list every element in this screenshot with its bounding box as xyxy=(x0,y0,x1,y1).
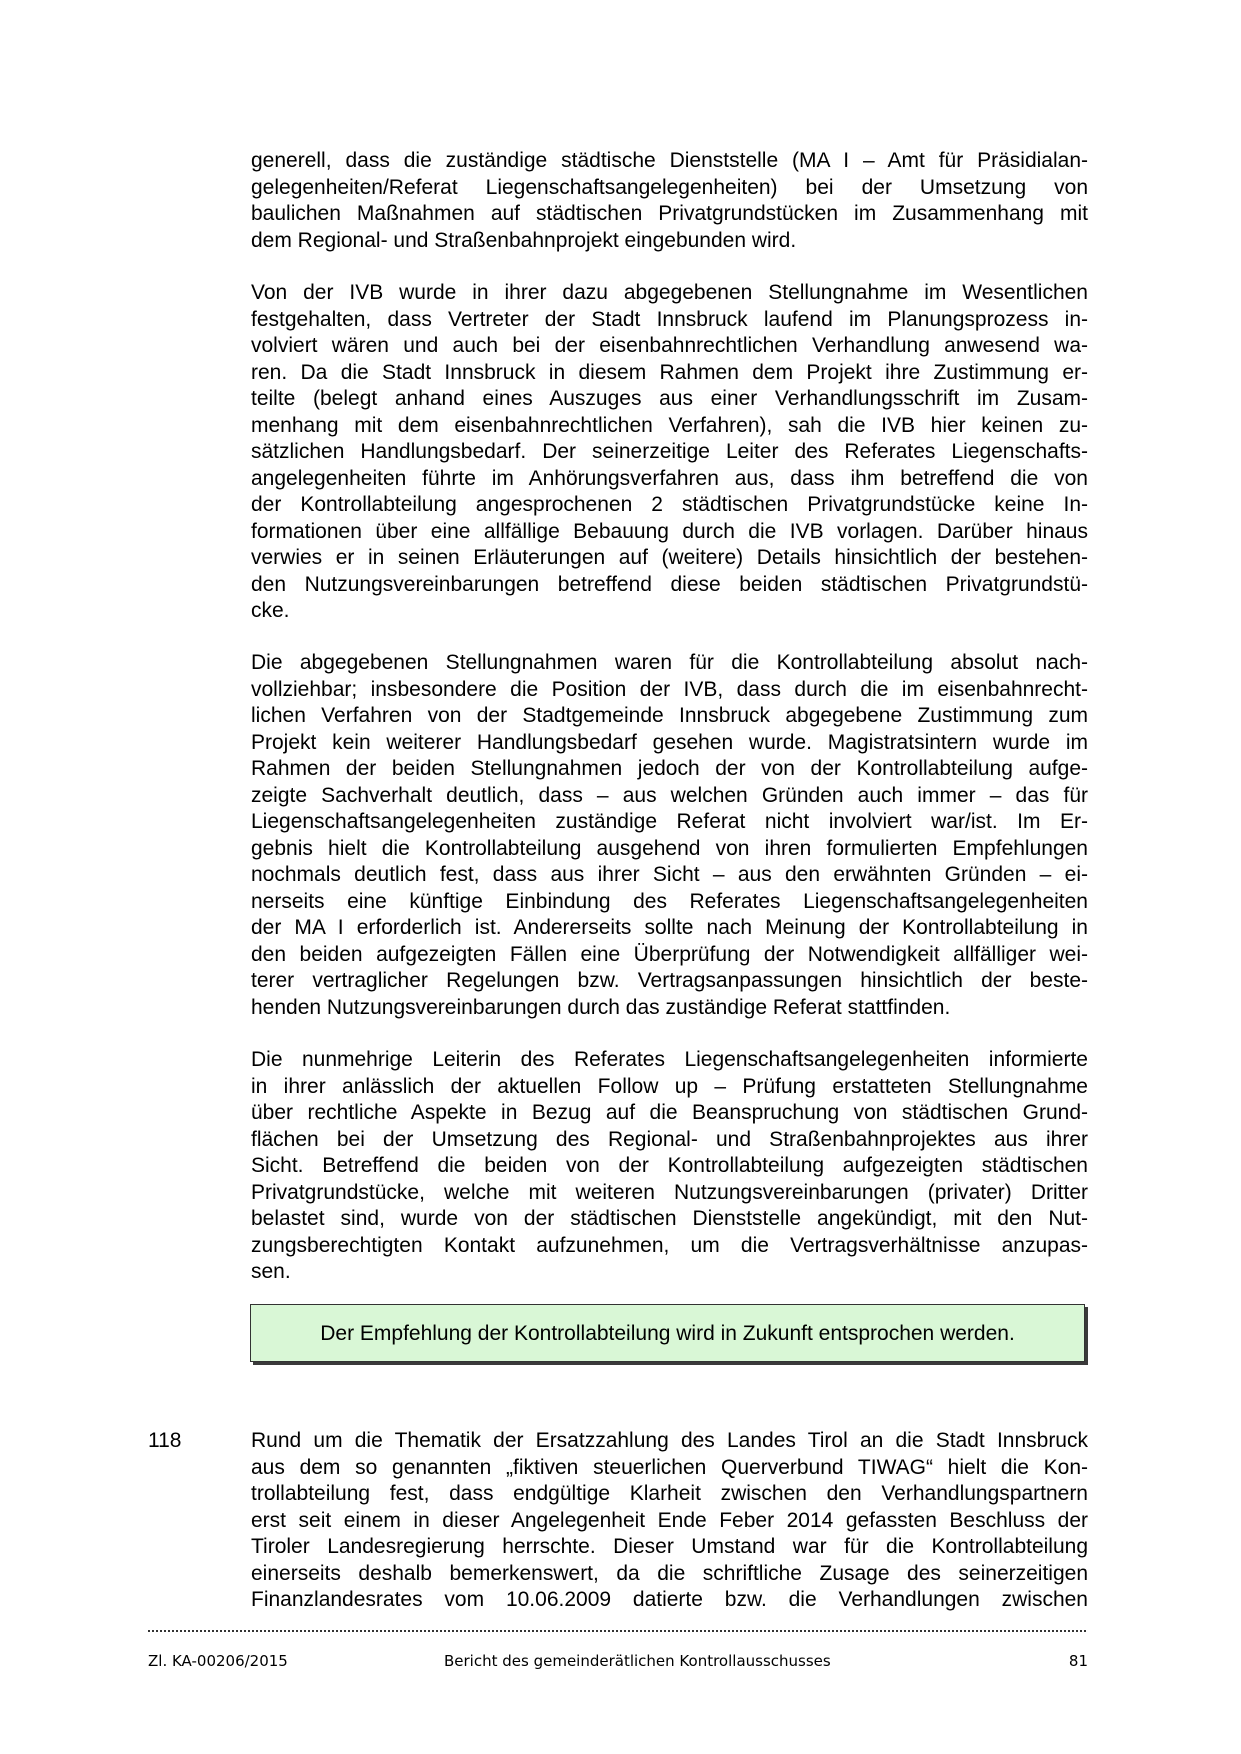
text-line: der Kontrollabteilung angesprochenen 2 städtischen Privatgrundstücke keine In- xyxy=(251,493,1088,516)
recommendation-callout xyxy=(250,1304,1085,1362)
text-line: lichen Verfahren von der Stadtgemeinde Innsbruck abgegebene Zustimmung zum xyxy=(251,704,1088,727)
section-number: 118 xyxy=(148,1429,182,1452)
text-line: gelegenheiten/Referat Liegenschaftsangelegenheiten) bei der Umsetzung von xyxy=(251,175,1088,199)
text-line: nochmals deutlich fest, dass aus ihrer Sicht – aus den erwähnten Gründen – ei- xyxy=(251,863,1088,886)
footer-title: Bericht des gemeinderätlichen Kontrollausschusses xyxy=(444,1652,831,1670)
text-line: Projekt kein weiterer Handlungsbedarf gesehen wurde. Magistratsintern wurde im xyxy=(251,730,1088,754)
text-line: den beiden aufgezeigten Fällen eine Überprüfung der Notwendigkeit allfälliger wei- xyxy=(251,942,1088,966)
text-line: Rund um die Thematik der Ersatzzahlung des Landes Tirol an die Stadt Innsbruck xyxy=(251,1429,1088,1452)
text-line: der MA I erforderlich ist. Andererseits sollte nach Meinung der Kontrollabteilung in xyxy=(251,916,1088,939)
text-line: generell, dass die zuständige städtische Dienststelle (MA I – Amt für Präsidialan- xyxy=(251,149,1088,172)
text-line: nerseits eine künftige Einbindung des Referates Liegenschaftsangelegenheiten xyxy=(251,889,1088,913)
text-line: in ihrer anlässlich der aktuellen Follow up – Prüfung erstatteten Stellungnahme xyxy=(251,1074,1088,1098)
text-line: formationen über eine allfällige Bebauung durch die IVB vorlagen. Darüber hinaus xyxy=(251,519,1088,543)
text-line: Die abgegebenen Stellungnahmen waren für die Kontrollabteilung absolut nach- xyxy=(251,651,1088,674)
text-line: angelegenheiten führte im Anhörungsverfahren aus, dass ihm betreffend die von xyxy=(251,466,1088,490)
page-number: 81 xyxy=(1068,1652,1088,1670)
text-line: terer vertraglicher Regelungen bzw. Vertragsanpassungen hinsichtlich der beste- xyxy=(251,969,1088,992)
text-line: Tiroler Landesregierung herrschte. Dieser Umstand war für die Kontrollabteilung xyxy=(251,1535,1088,1558)
text-line: cke. xyxy=(251,599,290,622)
text-line: dem Regional- und Straßenbahnprojekt eingebunden wird. xyxy=(251,228,797,252)
text-line: trollabteilung fest, dass endgültige Klarheit zwischen den Verhandlungspartnern xyxy=(251,1482,1088,1505)
text-line: Sicht. Betreffend die beiden von der Kontrollabteilung aufgezeigten städtischen xyxy=(251,1154,1088,1177)
text-line: aus dem so genannten „fiktiven steuerlichen Querverbund TIWAG“ hielt die Kon- xyxy=(251,1455,1088,1479)
text-line: festgehalten, dass Vertreter der Stadt Innsbruck laufend im Planungsprozess in- xyxy=(251,307,1088,331)
text-line: teilte (belegt anhand eines Auszuges aus einer Verhandlungsschrift im Zusam- xyxy=(251,387,1088,410)
text-line: Finanzlandesrates vom 10.06.2009 datierte bzw. die Verhandlungen zwischen xyxy=(251,1588,1088,1611)
text-line: Privatgrundstücke, welche mit weiteren Nutzungsvereinbarungen (privater) Dritter xyxy=(251,1180,1088,1204)
text-line: sen. xyxy=(251,1260,291,1283)
text-line: Die nunmehrige Leiterin des Referates Liegenschaftsangelegenheiten informierte xyxy=(251,1048,1088,1071)
text-line: verwies er in seinen Erläuterungen auf (weitere) Details hinsichtlich der bestehen- xyxy=(251,546,1088,569)
text-line: zungsberechtigten Kontakt aufzunehmen, um die Vertragsverhältnisse anzupas- xyxy=(251,1233,1088,1257)
text-line: Liegenschaftsangelegenheiten zuständige Referat nicht involviert war/ist. Im Er- xyxy=(251,810,1088,833)
text-line: erst seit einem in dieser Angelegenheit Ende Feber 2014 gefassten Beschluss der xyxy=(251,1508,1088,1532)
text-line: Von der IVB wurde in ihrer dazu abgegebenen Stellungnahme im Wesentlichen xyxy=(251,281,1088,304)
text-line: sätzlichen Handlungsbedarf. Der seinerzeitige Leiter des Referates Liegenschafts- xyxy=(251,440,1088,463)
footer-divider xyxy=(148,1630,1086,1632)
text-line: den Nutzungsvereinbarungen betreffend diese beiden städtischen Privatgrundstü- xyxy=(251,572,1088,596)
text-line: zeigte Sachverhalt deutlich, dass – aus welchen Gründen auch immer – das für xyxy=(251,783,1088,807)
text-line: flächen bei der Umsetzung des Regional- und Straßenbahnprojektes aus ihrer xyxy=(251,1127,1088,1151)
text-line: über rechtliche Aspekte in Bezug auf die Beanspruchung von städtischen Grund- xyxy=(251,1101,1088,1124)
text-line: volviert wären und auch bei der eisenbahnrechtlichen Verhandlung anwesend wa- xyxy=(251,334,1088,357)
text-line: baulichen Maßnahmen auf städtischen Privatgrundstücken im Zusammenhang mit xyxy=(251,202,1088,225)
text-line: gebnis hielt die Kontrollabteilung ausgehend von ihren formulierten Empfehlungen xyxy=(251,836,1088,860)
text-line: henden Nutzungsvereinbarungen durch das zuständige Referat stattfinden. xyxy=(251,995,951,1019)
text-line: vollziehbar; insbesondere die Position der IVB, dass durch die im eisenbahnrecht- xyxy=(251,677,1088,701)
footer-reference: Zl. KA-00206/2015 xyxy=(148,1652,288,1670)
callout-text: Der Empfehlung der Kontrollabteilung wird in Zukunft entsprochen werden. xyxy=(320,1322,1015,1345)
text-line: belastet sind, wurde von der städtischen Dienststelle angekündigt, mit den Nut- xyxy=(251,1207,1088,1230)
text-line: Rahmen der beiden Stellungnahmen jedoch der von der Kontrollabteilung aufge- xyxy=(251,757,1088,780)
text-line: menhang mit dem eisenbahnrechtlichen Verfahren), sah die IVB hier keinen zu- xyxy=(251,413,1088,437)
text-line: einerseits deshalb bemerkenswert, da die schriftliche Zusage des seinerzeitigen xyxy=(251,1561,1088,1585)
text-line: ren. Da die Stadt Innsbruck in diesem Rahmen dem Projekt ihre Zustimmung er- xyxy=(251,360,1088,384)
